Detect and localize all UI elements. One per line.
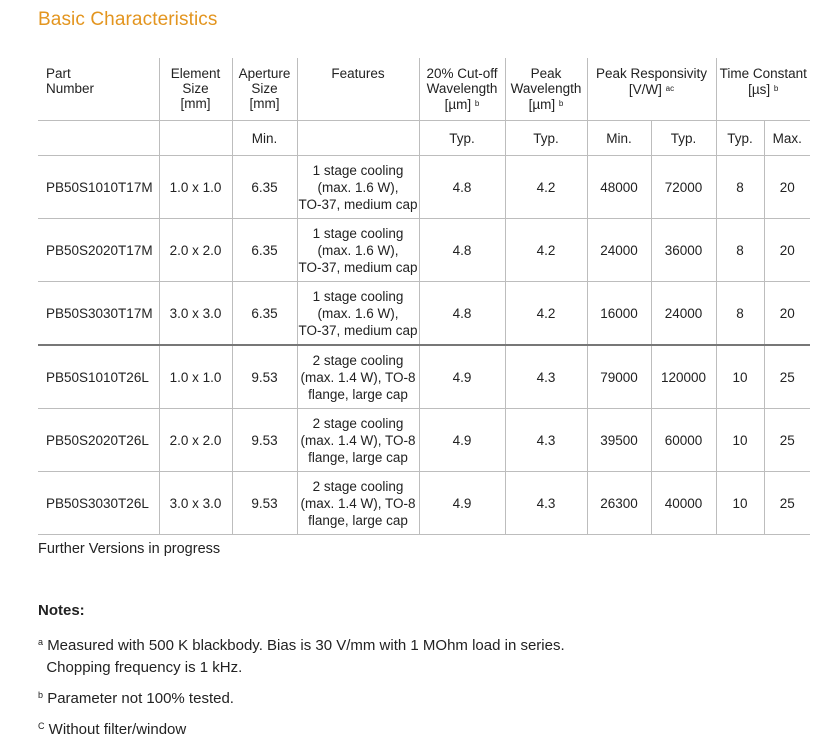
time-constant-typ: 10 xyxy=(716,409,764,472)
responsivity-min: 24000 xyxy=(587,219,651,282)
part-number: PB50S1010T26L xyxy=(38,345,159,409)
page-title: Basic Characteristics xyxy=(38,9,218,30)
time-constant-max: 25 xyxy=(764,472,810,535)
col-peak-responsivity: Peak Responsivity [V/W] $^{ac}$ xyxy=(587,58,716,121)
aperture-size: 6.35 xyxy=(232,156,297,219)
further-versions-text: Further Versions in progress xyxy=(38,541,221,557)
cutoff-wavelength: 4.9 xyxy=(419,345,505,409)
cutoff-wavelength: 4.8 xyxy=(419,219,505,282)
peak-wavelength: 4.3 xyxy=(505,345,587,409)
peak-wavelength: 4.2 xyxy=(505,219,587,282)
sub-tc-typ: Typ. xyxy=(716,121,764,156)
peak-wavelength: 4.2 xyxy=(505,282,587,346)
sub-resp-min: Min. xyxy=(587,121,651,156)
responsivity-min: 79000 xyxy=(587,345,651,409)
note-c: $^C$ Without filter/window xyxy=(38,721,187,738)
responsivity-typ: 40000 xyxy=(651,472,716,535)
time-constant-max: 25 xyxy=(764,409,810,472)
element-size: 1.0 x 1.0 xyxy=(159,156,232,219)
sub-peak-typ: Typ. xyxy=(505,121,587,156)
col-element-size: Element Size [mm] xyxy=(159,58,232,121)
element-size: 1.0 x 1.0 xyxy=(159,345,232,409)
element-size: 3.0 x 3.0 xyxy=(159,472,232,535)
responsivity-typ: 24000 xyxy=(651,282,716,346)
responsivity-min: 39500 xyxy=(587,409,651,472)
time-constant-max: 20 xyxy=(764,282,810,346)
peak-wavelength: 4.2 xyxy=(505,156,587,219)
responsivity-typ: 72000 xyxy=(651,156,716,219)
col-time-constant: Time Constant [µs] $^b$ xyxy=(716,58,810,121)
col-features: Features xyxy=(297,58,419,121)
features: 2 stage cooling (max. 1.4 W), TO-8 flange, large cap xyxy=(297,409,419,472)
part-number: PB50S2020T26L xyxy=(38,409,159,472)
characteristics-table xyxy=(38,58,810,535)
aperture-size: 9.53 xyxy=(232,472,297,535)
element-size: 2.0 x 2.0 xyxy=(159,219,232,282)
table-row xyxy=(38,282,810,346)
features: 1 stage cooling (max. 1.6 W), TO-37, medium cap xyxy=(297,156,419,219)
element-size: 3.0 x 3.0 xyxy=(159,282,232,346)
table-row xyxy=(38,156,810,219)
table-row xyxy=(38,219,810,282)
aperture-size: 9.53 xyxy=(232,345,297,409)
col-peak-wavelength: Peak Wavelength [µm] $^b$ xyxy=(505,58,587,121)
time-constant-max: 20 xyxy=(764,219,810,282)
responsivity-min: 48000 xyxy=(587,156,651,219)
responsivity-min: 26300 xyxy=(587,472,651,535)
part-number: PB50S3030T26L xyxy=(38,472,159,535)
subheader-row xyxy=(38,121,810,156)
sub-cutoff-typ: Typ. xyxy=(419,121,505,156)
col-part-number: Part Number xyxy=(46,66,95,96)
peak-wavelength: 4.3 xyxy=(505,472,587,535)
sub-resp-typ: Typ. xyxy=(651,121,716,156)
col-cutoff-wavelength: 20% Cut-off Wavelength [µm] $^b$ xyxy=(419,58,505,121)
aperture-size: 6.35 xyxy=(232,282,297,346)
col-aperture-size: Aperture Size [mm] xyxy=(232,58,297,121)
features: 1 stage cooling (max. 1.6 W), TO-37, medium cap xyxy=(297,282,419,346)
table-row xyxy=(38,409,810,472)
notes-heading: Notes: xyxy=(38,602,85,619)
peak-wavelength: 4.3 xyxy=(505,409,587,472)
part-number: PB50S3030T17M xyxy=(38,282,159,346)
time-constant-typ: 10 xyxy=(716,345,764,409)
cutoff-wavelength: 4.9 xyxy=(419,472,505,535)
element-size: 2.0 x 2.0 xyxy=(159,409,232,472)
sub-aperture-min: Min. xyxy=(232,121,297,156)
aperture-size: 9.53 xyxy=(232,409,297,472)
sub-tc-max: Max. xyxy=(764,121,810,156)
responsivity-typ: 120000 xyxy=(651,345,716,409)
aperture-size: 6.35 xyxy=(232,219,297,282)
time-constant-typ: 10 xyxy=(716,472,764,535)
header-row xyxy=(38,58,810,121)
responsivity-min: 16000 xyxy=(587,282,651,346)
part-number: PB50S2020T17M xyxy=(38,219,159,282)
cutoff-wavelength: 4.8 xyxy=(419,282,505,346)
features: 2 stage cooling (max. 1.4 W), TO-8 flange, large cap xyxy=(297,345,419,409)
time-constant-typ: 8 xyxy=(716,156,764,219)
responsivity-typ: 60000 xyxy=(651,409,716,472)
cutoff-wavelength: 4.9 xyxy=(419,409,505,472)
part-number: PB50S1010T17M xyxy=(38,156,159,219)
cutoff-wavelength: 4.8 xyxy=(419,156,505,219)
table-row xyxy=(38,345,810,409)
responsivity-typ: 36000 xyxy=(651,219,716,282)
note-a: $^a$ Measured with 500 K blackbody. Bias is 30 V/mm with 1 MOhm load in series. Chopping frequency is 1 kHz. xyxy=(38,637,565,676)
note-b: $^b$ Parameter not 100% tested. xyxy=(38,690,234,707)
table-row xyxy=(38,472,810,535)
features: 2 stage cooling (max. 1.4 W), TO-8 flange, large cap xyxy=(297,472,419,535)
time-constant-typ: 8 xyxy=(716,282,764,346)
features: 1 stage cooling (max. 1.6 W), TO-37, medium cap xyxy=(297,219,419,282)
time-constant-max: 20 xyxy=(764,156,810,219)
time-constant-max: 25 xyxy=(764,345,810,409)
time-constant-typ: 8 xyxy=(716,219,764,282)
